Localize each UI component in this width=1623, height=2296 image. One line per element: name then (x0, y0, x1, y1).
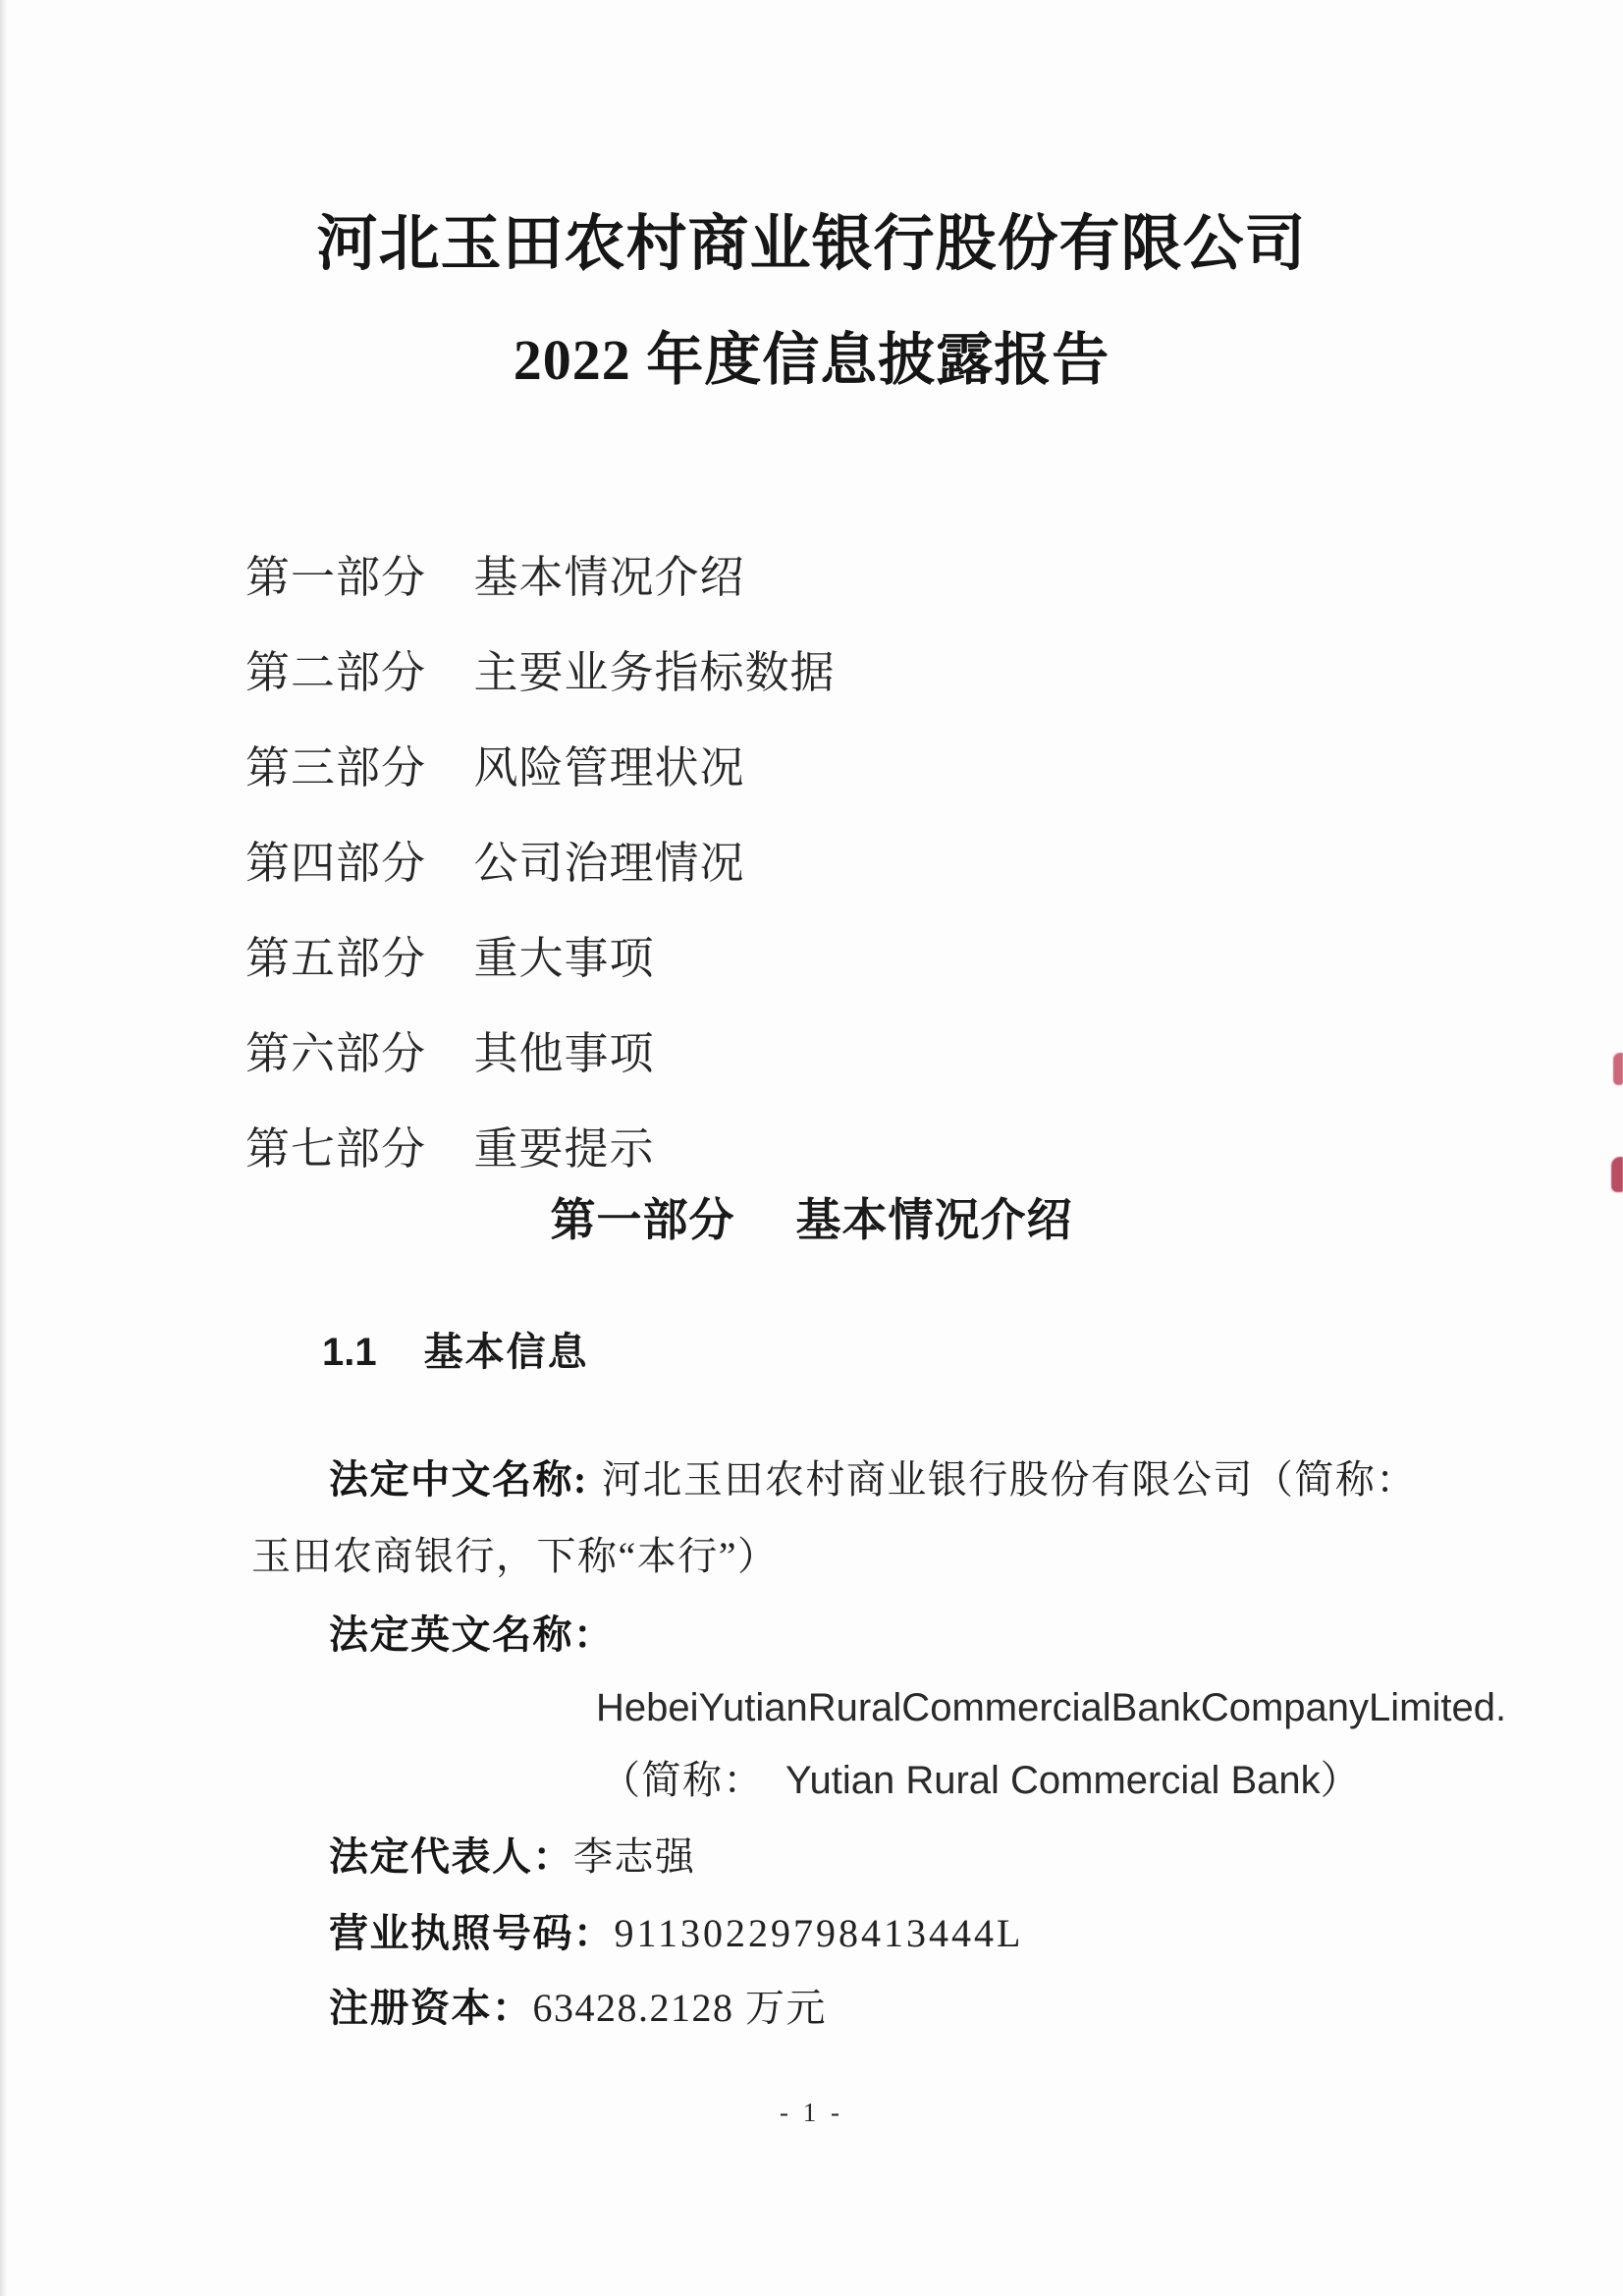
toc-item (0, 922, 1623, 1017)
field-legal-rep-value: 李志强 (573, 1834, 696, 1879)
field-en-name-value: HebeiYutianRuralCommercialBankCompanyLimited. (596, 1686, 1507, 1729)
toc-item (0, 1017, 1623, 1113)
toc-item (0, 827, 1623, 922)
field-capital-value: 63428.2128 万元 (532, 1986, 827, 2030)
red-ink-mark-top (1613, 1053, 1623, 1085)
toc-item-title: 其他事项 (473, 1028, 655, 1078)
toc-item-label: 第一部分 (245, 552, 427, 602)
toc-item-title: 主要业务指标数据 (473, 647, 836, 697)
toc-item (0, 636, 1623, 732)
field-license-value: 91130229798413444L (614, 1911, 1024, 1955)
field-legal-rep-label: 法定代表人： (329, 1834, 573, 1879)
field-en-short-name (601, 1758, 1361, 1803)
toc-item (0, 732, 1623, 827)
page-number: - 1 - (780, 2098, 843, 2127)
toc-item-label: 第二部分 (245, 647, 427, 697)
toc-item-title: 风险管理状况 (473, 742, 745, 793)
field-cn-name-label: 法定中文名称: (329, 1457, 588, 1502)
field-cn-name-value-line2: 玉田农商银行，下称“本行”） (251, 1534, 779, 1578)
toc-item (0, 541, 1623, 636)
toc-item-title: 重大事项 (473, 933, 655, 983)
document-title-line2: 2022 年度信息披露报告 (513, 328, 1110, 392)
field-capital-label: 注册资本： (329, 1986, 533, 2030)
toc-item-label: 第七部分 (245, 1123, 427, 1174)
toc-item-label: 第六部分 (245, 1028, 427, 1078)
toc-item-label: 第四部分 (245, 838, 427, 888)
field-cn-name-line2 (251, 1534, 779, 1579)
document-title-line1: 河北玉田农村商业银行股份有限公司 (316, 211, 1307, 278)
toc-item-label: 第三部分 (245, 742, 427, 793)
field-en-short-suffix: ） (1320, 1758, 1362, 1802)
field-en-short-value: Yutian Rural Commercial Bank (785, 1759, 1321, 1802)
field-legal-rep (329, 1834, 696, 1880)
field-cn-name-line1 (329, 1457, 1417, 1503)
toc-item-title: 重要提示 (473, 1123, 655, 1174)
field-capital (329, 1986, 827, 2031)
toc-item-label: 第五部分 (245, 933, 427, 983)
field-license (329, 1911, 1023, 1956)
field-en-name-label: 法定英文名称： (329, 1613, 615, 1657)
toc-item-title: 基本情况介绍 (473, 552, 745, 602)
section-heading-label: 第一部分 (550, 1194, 735, 1245)
subsection-number: 1.1 (322, 1331, 377, 1374)
subsection-title: 基本信息 (423, 1331, 589, 1374)
toc-item-title: 公司治理情况 (473, 838, 745, 888)
subsection-heading (322, 1330, 589, 1375)
section-heading (0, 1194, 1623, 1246)
field-en-name (329, 1613, 615, 1658)
field-license-label: 营业执照号码： (329, 1911, 615, 1955)
section-heading-title: 基本情况介绍 (795, 1194, 1073, 1245)
red-ink-mark-bottom (1611, 1157, 1623, 1192)
field-en-short-prefix: （简称： (601, 1758, 764, 1802)
field-cn-name-value-line1: 河北玉田农村商业银行股份有限公司（简称： (601, 1457, 1417, 1502)
table-of-contents (0, 541, 1623, 1208)
